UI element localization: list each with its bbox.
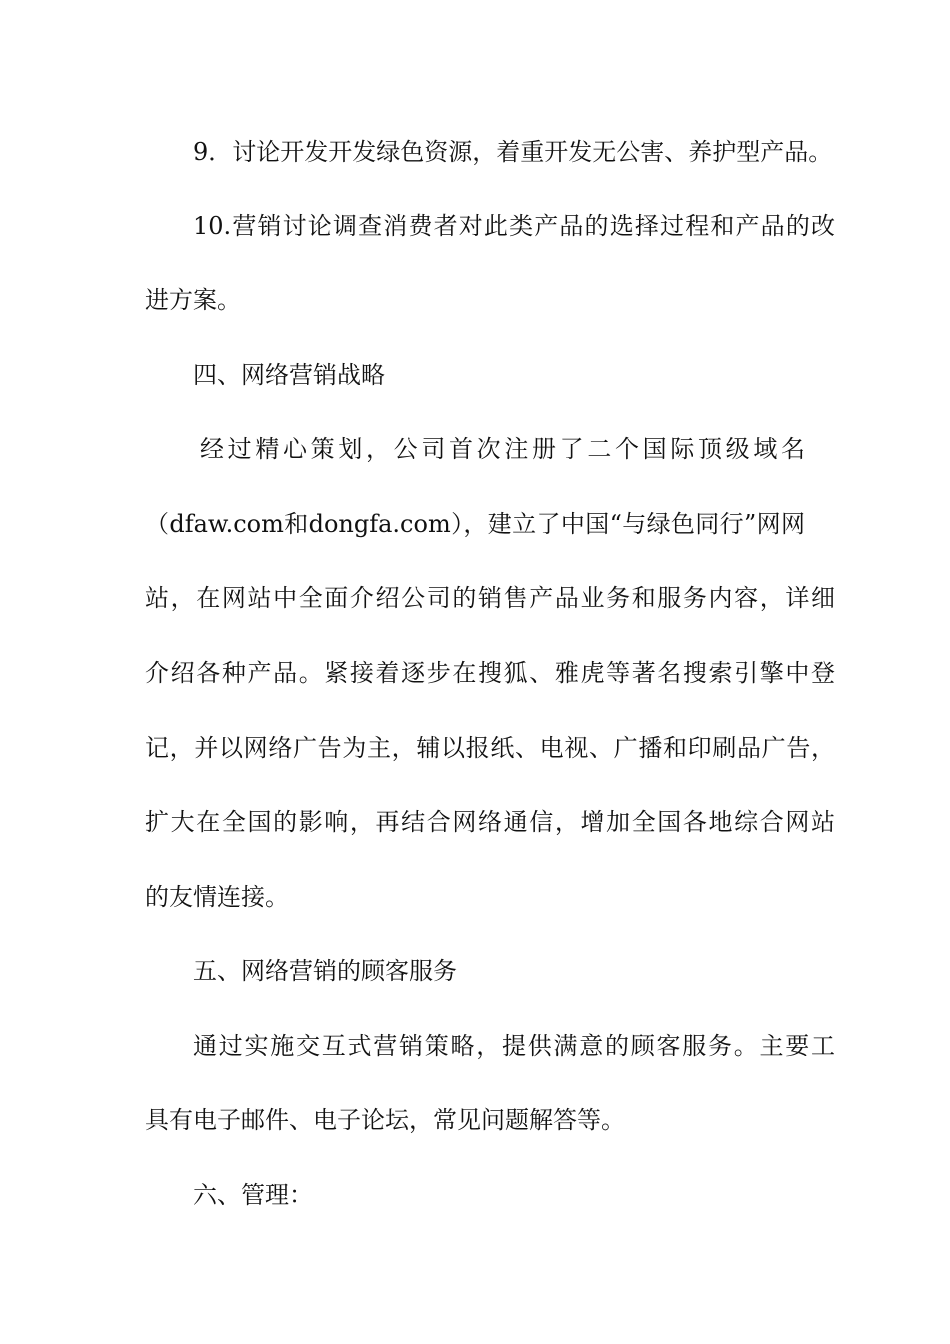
paragraph-line: 记，并以网络广告为主，辅以报纸、电视、广播和印刷品广告， [145,734,835,762]
paragraph-line: 介绍各种产品。紧接着逐步在搜狐、雅虎等著名搜索引擎中登 [145,659,835,687]
paragraph-line: 通过实施交互式营销策略，提供满意的顾客服务。主要工 [193,1032,835,1060]
paragraph-line: 扩大在全国的影响，再结合网络通信，增加全国各地综合网站 [145,808,835,836]
section-heading-5: 五、网络营销的顾客服务 [193,957,457,985]
section-heading-6: 六、管理： [193,1181,313,1209]
paragraph-line: 的友情连接。 [145,883,289,911]
paragraph-line: 站，在网站中全面介绍公司的销售产品业务和服务内容，详细 [145,584,835,612]
section-heading-4: 四、网络营销战略 [193,361,385,389]
paragraph-line: 经过精心策划，公司首次注册了二个国际顶级域名 [200,435,805,463]
paragraph-line: （dfaw.com和dongfa.com），建立了中国“与绿色同行”网网 [145,510,805,538]
paragraph-line: 具有电子邮件、电子论坛，常见问题解答等。 [145,1106,625,1134]
list-item-9: 9．讨论开发开发绿色资源，着重开发无公害、养护型产品。 [193,138,833,166]
list-item-10-line-2: 进方案。 [145,286,241,314]
list-item-10-line-1: 10.营销讨论调查消费者对此类产品的选择过程和产品的改 [193,212,835,240]
